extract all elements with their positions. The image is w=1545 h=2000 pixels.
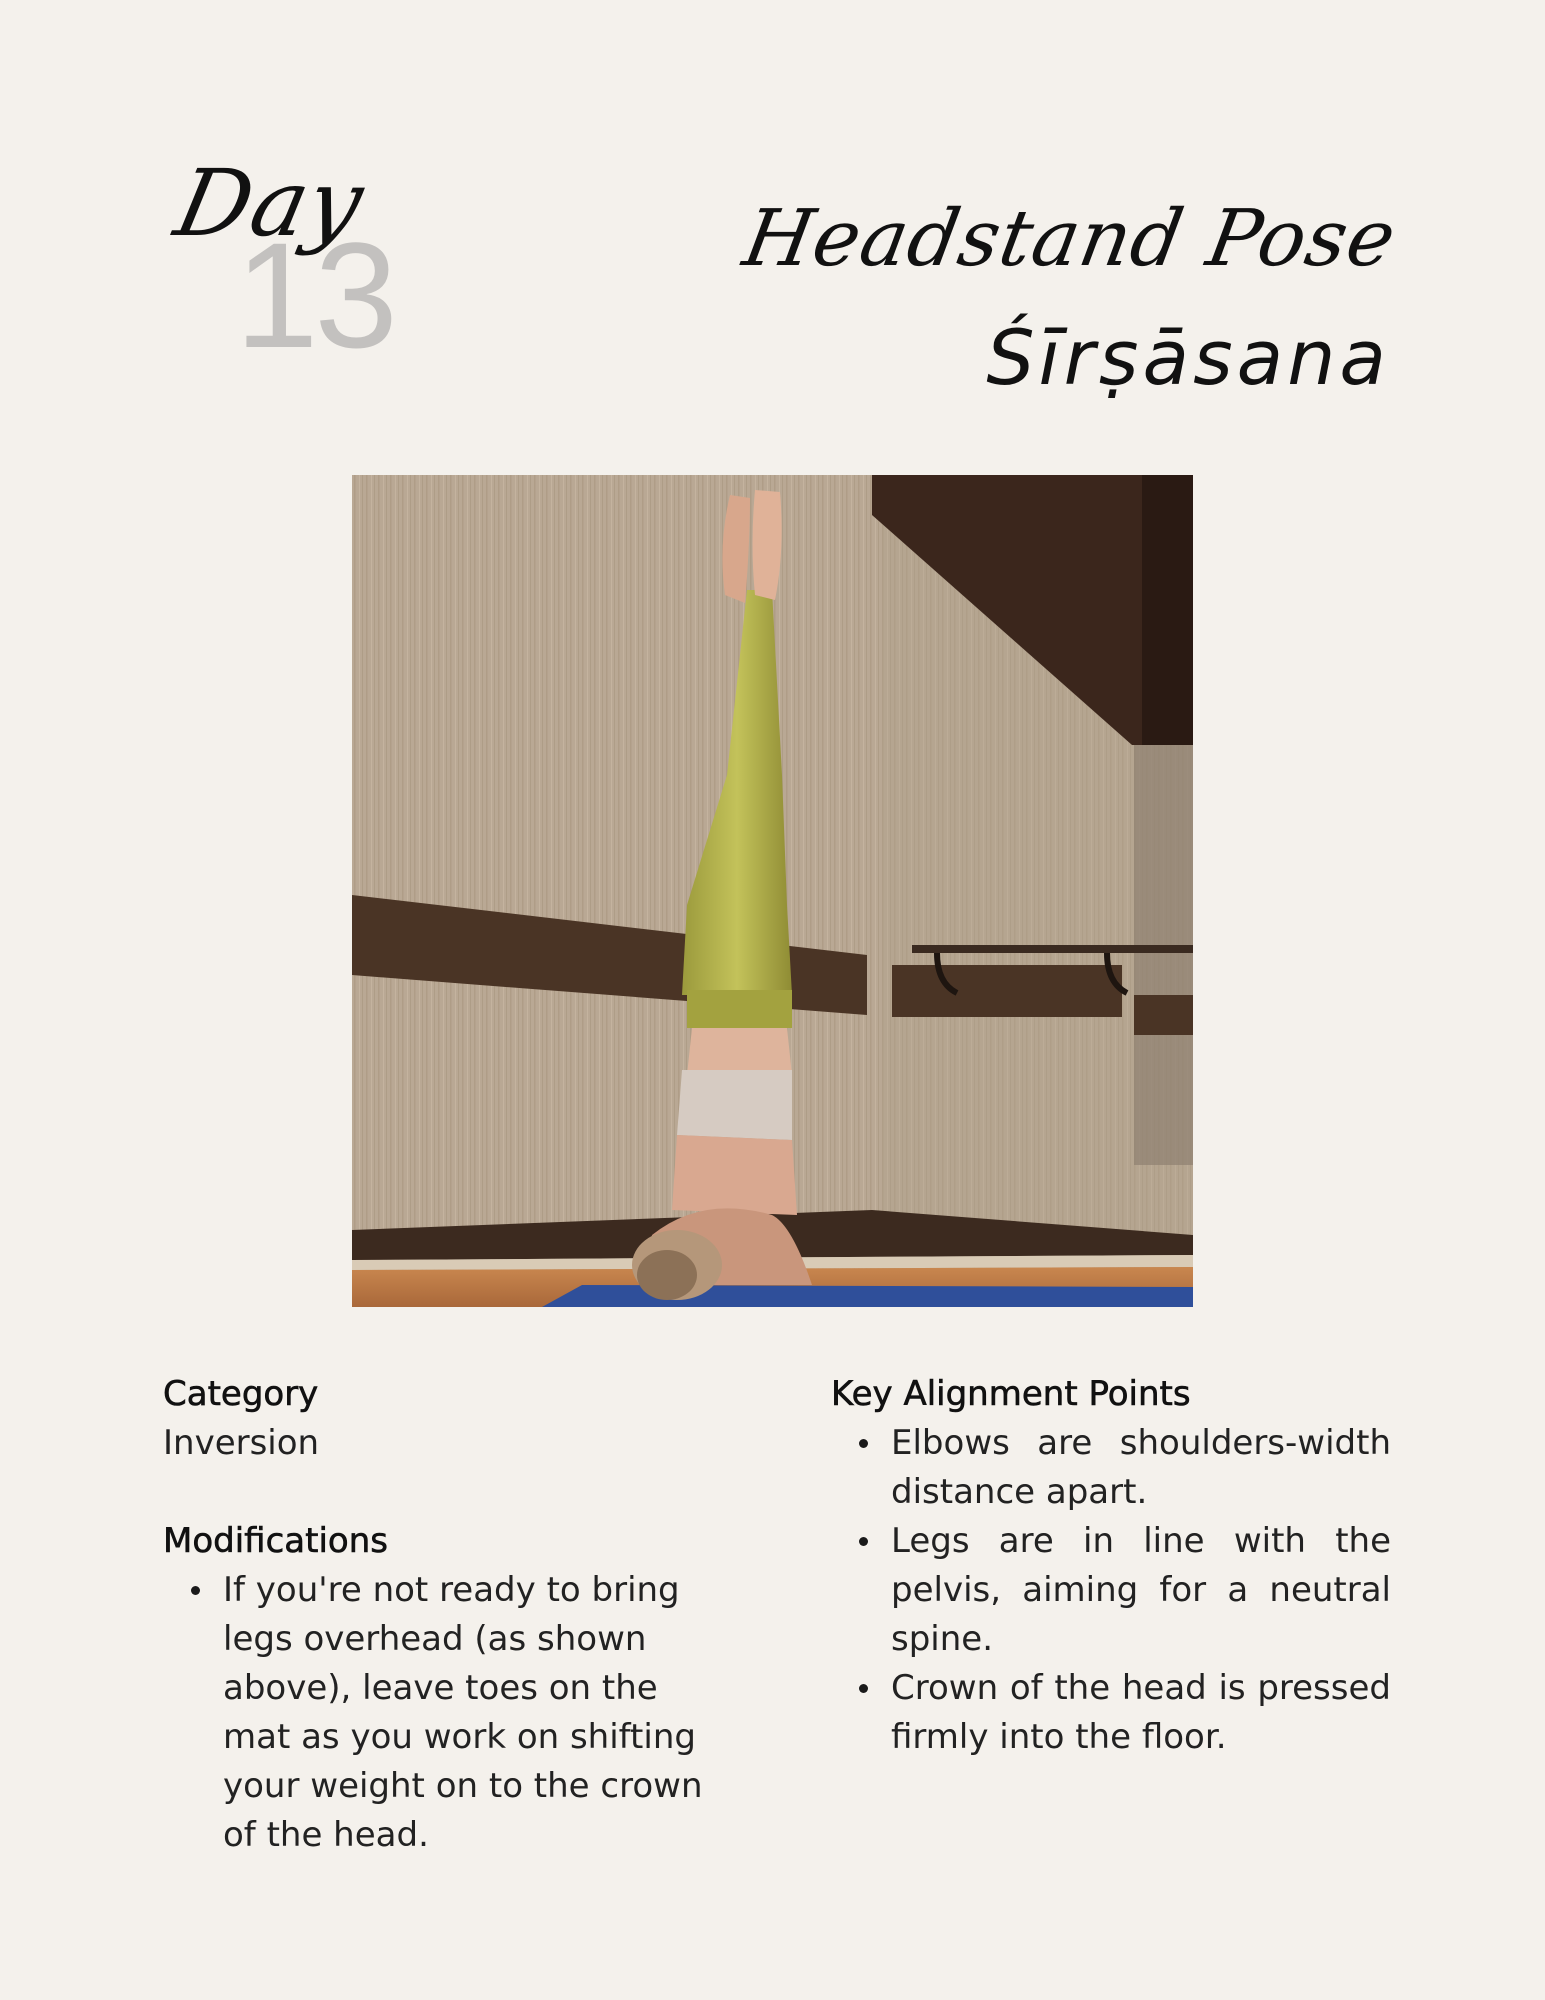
alignment-heading: Key Alignment Points (831, 1374, 1191, 1414)
category-heading: Category (163, 1374, 319, 1414)
alignment-item: Legs are in line with the pelvis, aiming for a neutral spine. (891, 1517, 1391, 1664)
pose-title: Headstand Pose (737, 194, 1403, 284)
right-column (831, 1370, 1391, 1762)
pose-sanskrit-name: Śīrṣāsana (986, 313, 1390, 402)
modifications-list (163, 1566, 723, 1860)
alignment-list (831, 1419, 1391, 1762)
category-value: Inversion (163, 1423, 320, 1463)
alignment-item: Crown of the head is pressed firmly into the floor. (891, 1664, 1391, 1762)
modification-item: If you're not ready to bring legs overhead (as shown above), leave toes on the mat as you work on shifting your weight on to the crown of the head. (223, 1566, 723, 1860)
left-column (163, 1370, 723, 1860)
headstand-illustration (352, 475, 1193, 1307)
headstand-photo (352, 475, 1193, 1307)
section-spacer (163, 1468, 723, 1517)
modifications-heading: Modifications (163, 1521, 388, 1561)
day-number: 13 (235, 211, 394, 379)
alignment-item: Elbows are shoulders-width distance apart. (891, 1419, 1391, 1517)
day-label: Day (166, 150, 374, 257)
